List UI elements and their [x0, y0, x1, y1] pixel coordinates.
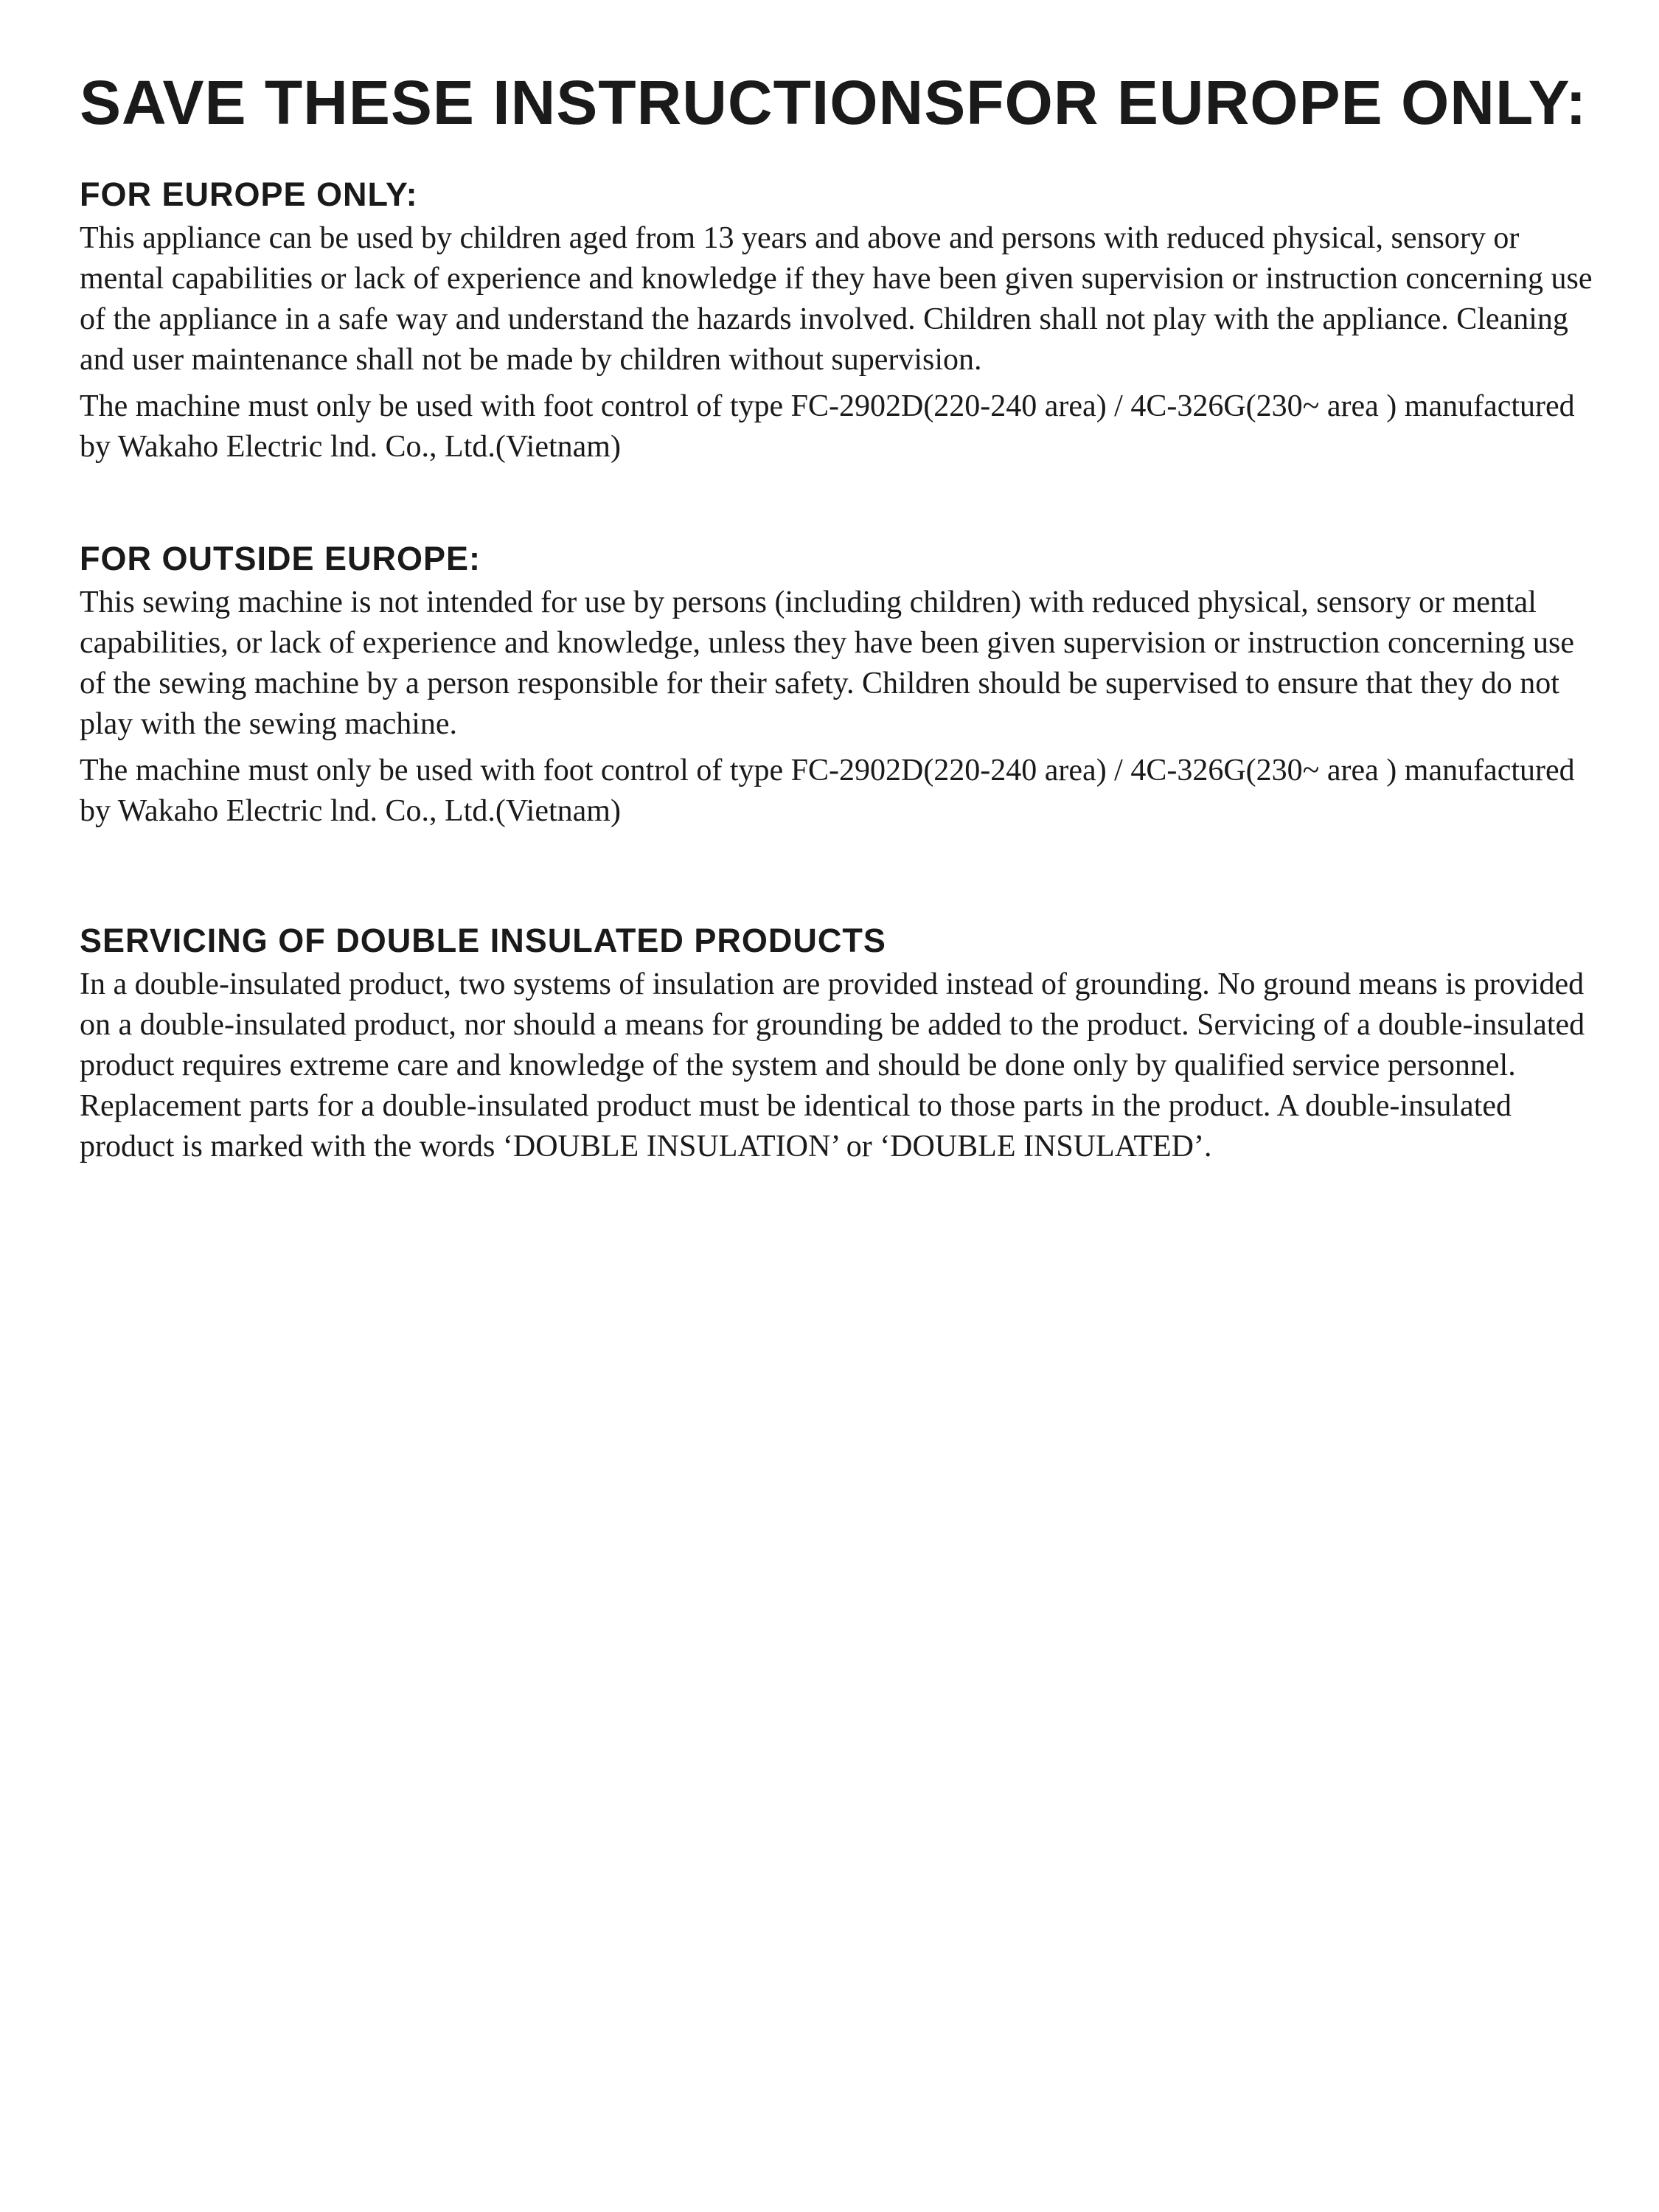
page-title: SAVE THESE INSTRUCTIONSFOR EUROPE ONLY: [80, 68, 1587, 137]
outside-europe-paragraph-2: The machine must only be used with foot control of type FC-2902D(220-240 area) / 4C-326G(230~ area ) manufactured by Wakaho Electric lnd. Co., Ltd.(Vietnam) [80, 754, 1575, 828]
section-spacer [80, 838, 1606, 920]
section-double-insulated [80, 920, 1606, 1167]
document-page [80, 68, 1606, 1173]
section-heading-outside-europe: FOR OUTSIDE EUROPE: [80, 540, 481, 577]
section-heading-europe: FOR EUROPE ONLY: [80, 175, 418, 213]
section-outside-europe [80, 538, 1606, 832]
outside-europe-paragraph-1: This sewing machine is not intended for use by persons (including children) with reduced physical, sensory or mental capabilities, or lack of experience and knowledge, unless they have been given supervision or instruction concerning use of the sewing machine by a person responsible for their safety. Children should be supervised to ensure that they do not play with the sewing machine. [80, 585, 1575, 741]
section-heading-double-insulated: SERVICING OF DOUBLE INSULATED PRODUCTS [80, 922, 886, 959]
double-insulated-paragraph: In a double-insulated product, two systems of insulation are provided instead of grounding. No ground means is provided on a double-insulated product, nor should a means for grounding be added to the product. Servicing of a double-insulated product requires extreme care and knowledge of the system and should be done only by qualified service personnel. Replacement parts for a double-insulated product must be identical to those parts in the product. A double-insulated product is marked with the words ‘DOUBLE INSULATION’ or ‘DOUBLE INSULATED’. [80, 967, 1585, 1164]
section-spacer [80, 473, 1606, 538]
europe-paragraph-1: This appliance can be used by children aged from 13 years and above and persons with reduced physical, sensory or mental capabilities or lack of experience and knowledge if they have been given supervision or instruction concerning use of the appliance in a safe way and understand the hazards involved. Children shall not play with the appliance. Cleaning and user maintenance shall not be made by children without supervision. [80, 221, 1593, 377]
section-europe [80, 174, 1606, 467]
europe-paragraph-2: The machine must only be used with foot control of type FC-2902D(220-240 area) / 4C-326G(230~ area ) manufactured by Wakaho Electric lnd. Co., Ltd.(Vietnam) [80, 389, 1575, 464]
